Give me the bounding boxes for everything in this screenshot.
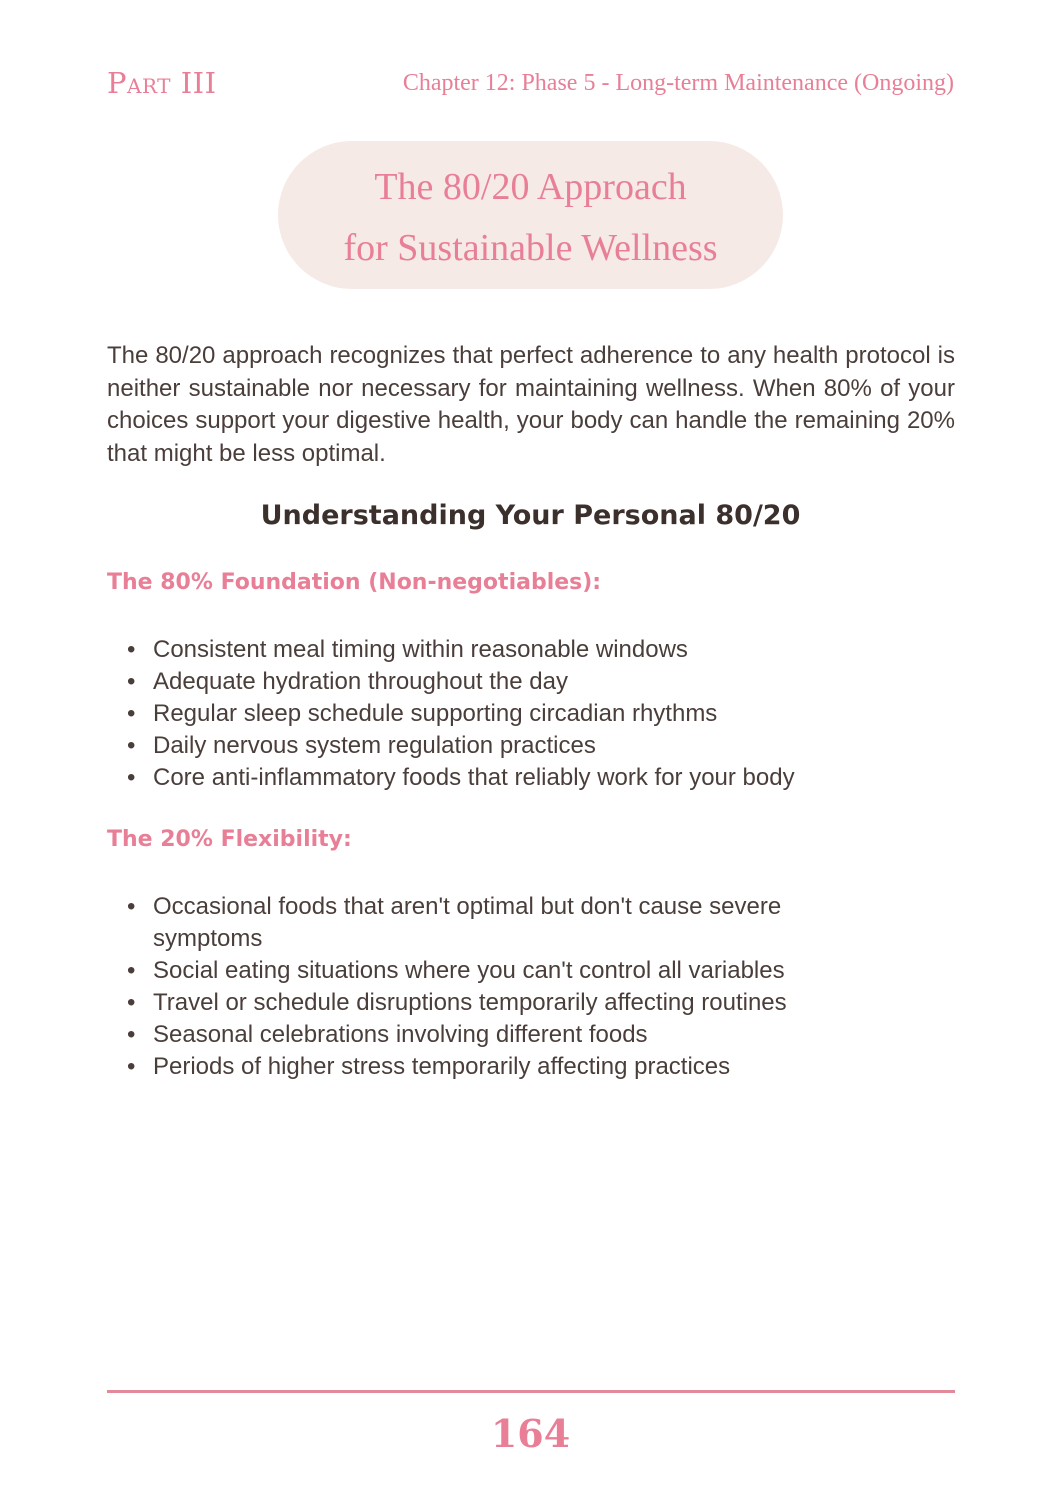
- bullet-icon: •: [127, 636, 136, 663]
- list-item: [127, 955, 867, 987]
- page-number: 164: [490, 1411, 571, 1456]
- title-banner: [278, 141, 783, 289]
- list-item: [127, 698, 867, 730]
- part-label: Part III: [107, 66, 217, 100]
- list-item-text: Daily nervous system regulation practices: [153, 732, 596, 759]
- list-item: [127, 987, 867, 1019]
- list-item: [127, 634, 867, 666]
- bullet-icon: •: [127, 989, 136, 1016]
- list-item: [127, 762, 867, 794]
- list-item-text: Periods of higher stress temporarily affecting practices: [153, 1053, 731, 1080]
- foundation-list: [127, 634, 867, 794]
- list-item-text: Travel or schedule disruptions temporarily affecting routines: [153, 989, 787, 1016]
- chapter-title: Chapter 12: Phase 5 - Long-term Maintenance (Ongoing): [402, 70, 954, 96]
- list-item-text: Consistent meal timing within reasonable windows: [153, 636, 688, 663]
- list-item-text: Core anti-inflammatory foods that reliably work for your body: [153, 764, 795, 791]
- foundation-heading: The 80% Foundation (Non-negotiables):: [107, 570, 602, 595]
- bullet-icon: •: [127, 893, 136, 920]
- flexibility-list: [127, 891, 867, 1083]
- list-item: [127, 1051, 867, 1083]
- list-item-text: Adequate hydration throughout the day: [153, 668, 568, 695]
- bullet-icon: •: [127, 957, 136, 984]
- list-item: [127, 891, 867, 955]
- footer-divider: [107, 1390, 955, 1393]
- list-item-text: Social eating situations where you can't control all variables: [153, 957, 785, 984]
- list-item: [127, 730, 867, 762]
- bullet-icon: •: [127, 732, 136, 759]
- flexibility-heading: The 20% Flexibility:: [107, 827, 352, 852]
- section-heading: Understanding Your Personal 80/20: [260, 500, 801, 531]
- bullet-icon: •: [127, 764, 136, 791]
- list-item: [127, 666, 867, 698]
- title-line-2: for Sustainable Wellness: [343, 227, 718, 269]
- list-item: [127, 1019, 867, 1051]
- bullet-icon: •: [127, 1053, 136, 1080]
- bullet-icon: •: [127, 700, 136, 727]
- intro-paragraph: The 80/20 approach recognizes that perfect adherence to any health protocol is neither sustainable nor necessary for maintaining wellness. When 80% of your choices support your digestive health, your body can handle the remaining 20% that might be less optimal.: [107, 342, 955, 467]
- bullet-icon: •: [127, 668, 136, 695]
- list-item-text: Occasional foods that aren't optimal but don't cause severe symptoms: [153, 893, 782, 952]
- title-line-1: The 80/20 Approach: [374, 166, 687, 208]
- bullet-icon: •: [127, 1021, 136, 1048]
- list-item-text: Seasonal celebrations involving different foods: [153, 1021, 648, 1048]
- list-item-text: Regular sleep schedule supporting circadian rhythms: [153, 700, 718, 727]
